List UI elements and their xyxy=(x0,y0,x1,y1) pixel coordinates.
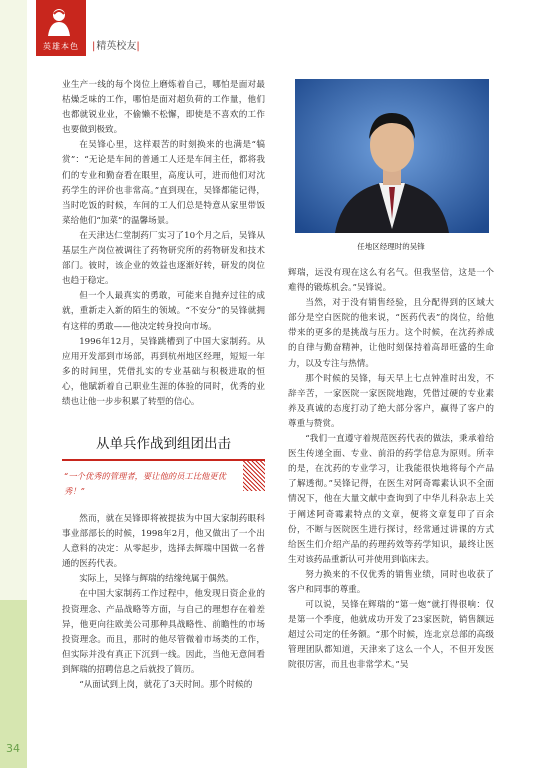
paragraph: 辉瑞，远没有现在这么有名气。但我坚信，这是一个难得的锻炼机会。”吴锋说。 xyxy=(288,268,494,294)
paragraph: 在天津达仁堂制药厂实习了10个月之后，吴锋从基层生产岗位被调往了药物研究所的药物研发和技术部门。彼时，该企业的效益也逐渐好转，研发的岗位也趋于稳定。 xyxy=(62,230,265,287)
article-left-top xyxy=(62,78,265,410)
paragraph: 实际上，吴锋与辉瑞的结缘纯属于偶然。 xyxy=(79,574,234,585)
quote-corner-decoration xyxy=(243,461,265,491)
paragraph: 可以说，吴锋在辉瑞的“第一炮”就打得很响：仅是第一个季度，他就成功开发了23家医院，销售额远超过公司定的任务额。“那个时候，连北京总部的高级管理团队都知道，天津来了这么一个人，不但开发医院很厉害，而且也非常学术。”吴 xyxy=(288,600,494,671)
paragraph: 那个时候的吴锋，每天早上七点钟准时出发，不辞辛苦，一家医院一家医院地跑，凭借过硬的专业素养及真诚的态度打动了绝大部分客户，赢得了客户的尊重与赞赏。 xyxy=(288,373,494,429)
logo-figure-icon xyxy=(44,6,74,36)
portrait-photo xyxy=(295,79,489,233)
pull-quote-text: “一个优秀的管理者，要让他的员工比他更优秀！” xyxy=(64,471,226,496)
paragraph: 但一个人最真实的勇敢，可能来自抛弃过往的成就，重新走入新的陌生的领域。“不安分”的吴锋就拥有这样的勇敢——他决定转身投向市场。 xyxy=(62,291,265,332)
paragraph: “我们一直遵守着规范医药代表的做法，秉承着给医生传递全面、专业、前沿的药学信息为原则。所幸的是，在沈药的专业学习，让我能很快地将每个产品了解透彻。”吴锋记得，在医生对阿奇霉素认识不全面情况下，他在大量文献中查询到了中华儿科杂志上关于阐述阿奇霉素特点的文章，便将文章复印了百余份，不断与医院医生进行探讨，经常通过讲课的方式给医生们介绍产品的药理药效等药学知识，最终让医生对该药品重新认可并使用到临床去。 xyxy=(288,434,494,565)
photo-caption: 任地区经理时的吴锋 xyxy=(357,242,425,251)
paragraph: 在吴锋心里，这样艰苦的时刻换来的也满是“犒赏”：“无论是车间的普通工人还是车间主任，都将我们的专业和勤奋看在眼里，高度认可，进而他们对沈药学生的评价也非常高。”直到现在，吴锋都能记得，当时吃饭的时候，车间的工人们总是特意从家里带饭菜给他们“加菜”的温馨场景。 xyxy=(62,140,265,226)
paragraph: 在中国大家制药工作过程中，他发现日资企业的投资理念、产品战略等方面，与自己的理想存在着差异，他更向往欧美公司那种具战略性、前瞻性的市场投资理念。而且，那时的他尽管微着市场类的工作，但实际并没有真正下沉到一线。因此，当他无意间看到辉瑞的招聘信息之后就投了简历。 xyxy=(62,589,265,675)
page-number: 34 xyxy=(6,742,20,755)
section-title: |精英校友| xyxy=(92,41,140,52)
subheading: 从单兵作战到组团出击 xyxy=(96,436,231,452)
section-title-text: 精英校友 xyxy=(96,41,137,52)
logo-text: 英雄本色 xyxy=(43,42,79,51)
paragraph: 业生产一线的每个岗位上磨炼着自己，哪怕是面对最枯燥乏味的工作，哪怕是面对超负荷的工作量，他们也都就锐业业，不偷懒不松懈，即使是不喜欢的工作也要做到极致。 xyxy=(62,80,265,136)
magazine-logo xyxy=(36,0,86,56)
pull-quote xyxy=(62,459,265,503)
article-left-bottom xyxy=(62,512,265,693)
paragraph: 当然，对于没有销售经验，且分配得到的区域大部分是空白医院的他来说，“医药代表”的岗位，给他带来的更多的是挑战与压力。这个时候，在沈药养成的自律与勤奋精神，让他时刻保持着高昂旺盛的生命力，以及专注与热情。 xyxy=(288,298,494,369)
paragraph: “从面试到上岗，就花了3天时间。那个时候的 xyxy=(79,680,253,691)
paragraph: 然而，就在吴锋即将被提拔为中国大家制药眼科事业部部长的时候，1998年2月，他又做出了一个出人意料的决定：从零起步，选择去辉瑞中国做一名普通的医药代表。 xyxy=(62,514,265,570)
article-right xyxy=(288,266,494,674)
page-margin-bar xyxy=(0,0,27,768)
paragraph: 1996年12月，吴锋跳槽到了中国大家制药。从应用开发部到市场部，再到杭州地区经理，短短一年多的时间里，凭借扎实的专业基础与积极进取的恒心，他賦新着自己职业生涯的体验的同时，优秀的业绩也让他一步步积累了转型的信心。 xyxy=(62,336,265,407)
portrait-figure xyxy=(295,79,489,233)
paragraph: 努力换来的不仅优秀的销售业绩，同时也收获了客户和同事的尊重。 xyxy=(288,569,494,595)
